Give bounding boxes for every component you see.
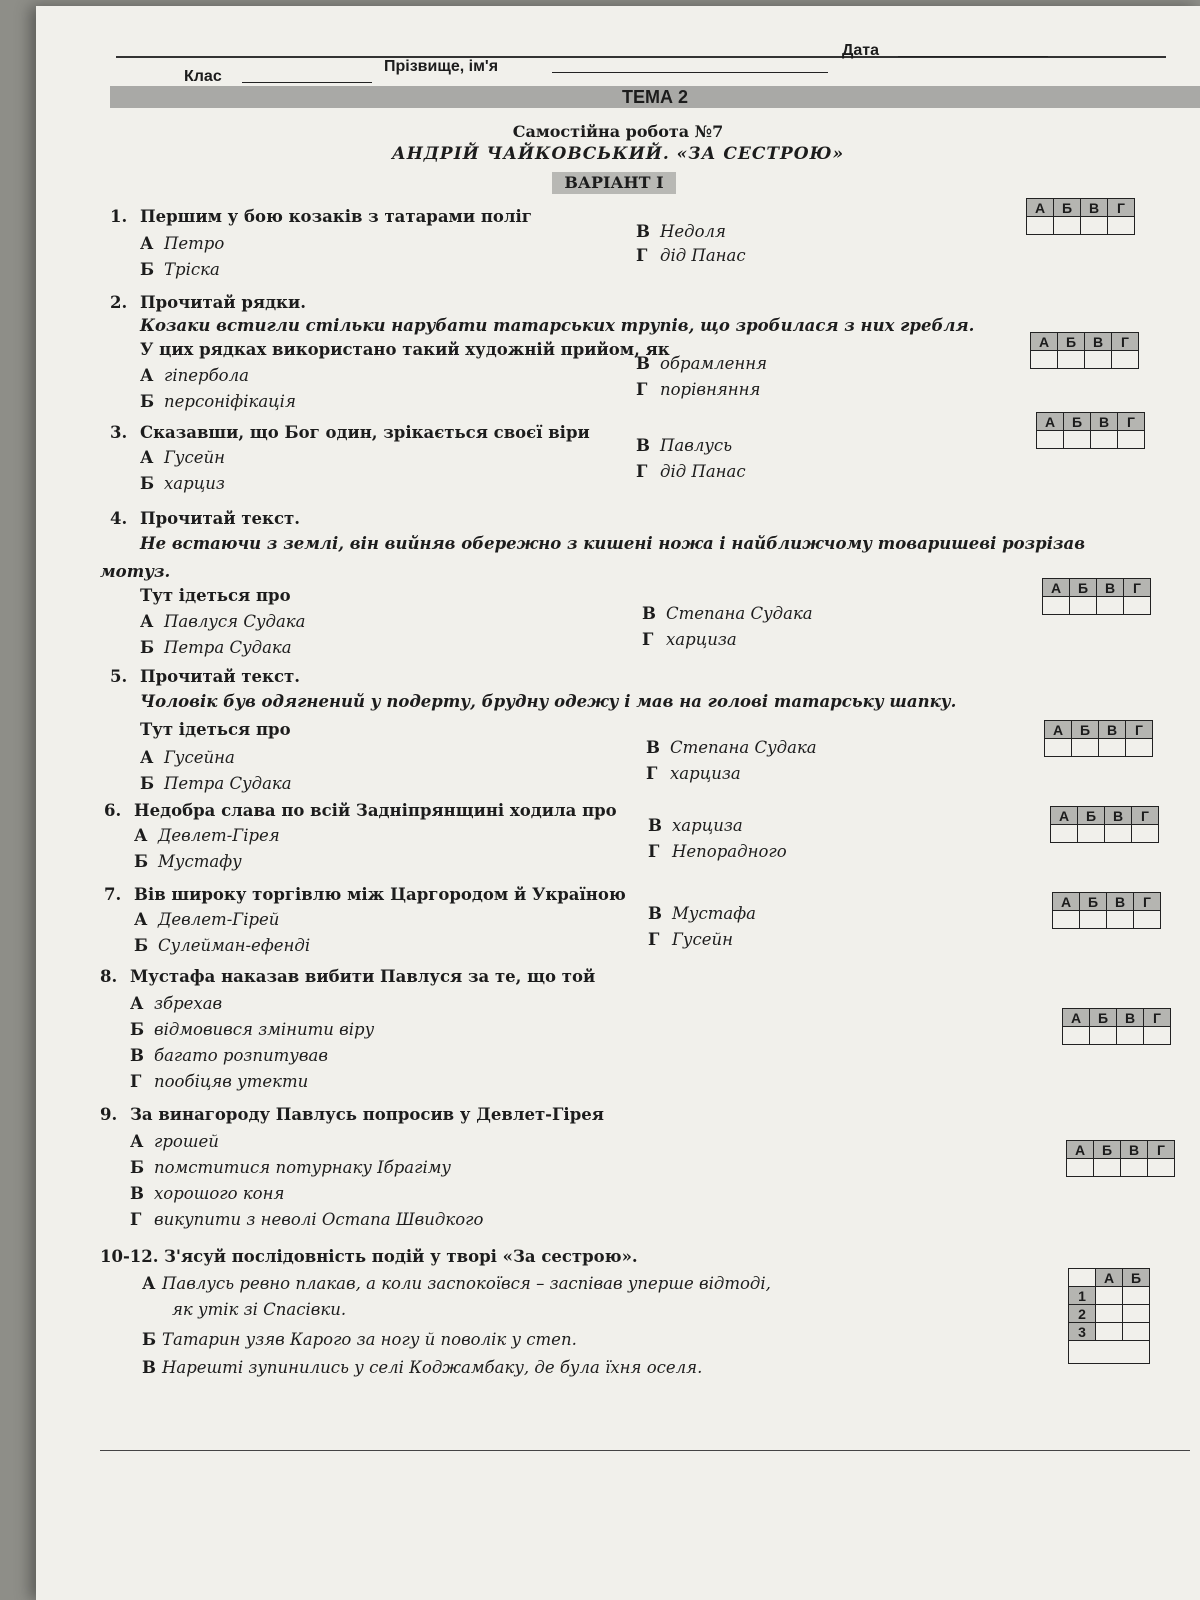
answer-cell[interactable] <box>1051 825 1078 843</box>
option-letter: А <box>134 910 148 929</box>
option-letter: А <box>140 366 154 385</box>
option-text: гіпербола <box>164 366 249 385</box>
answer-cell[interactable] <box>1105 825 1132 843</box>
answer-grid-8 <box>1062 1008 1171 1045</box>
grid-header-cell: Г <box>1112 333 1139 351</box>
answer-grid-1 <box>1026 198 1135 235</box>
answer-cell[interactable] <box>1031 351 1058 369</box>
option-text: харциза <box>666 630 737 649</box>
date-label: Дата <box>842 42 880 59</box>
grid-row-number: 1 <box>1069 1287 1096 1305</box>
option-c[interactable] <box>636 222 726 241</box>
option-a[interactable] <box>134 910 279 929</box>
option-text: Гусейн <box>672 930 733 949</box>
question-text: Прочитай текст. <box>140 667 300 686</box>
event-letter: В <box>142 1358 156 1377</box>
option-c[interactable] <box>642 604 813 623</box>
question-4 <box>110 506 300 531</box>
option-text: дід Панас <box>660 246 746 265</box>
question-10-12 <box>100 1244 638 1269</box>
answer-cell[interactable] <box>1121 1159 1148 1177</box>
question-text: Недобра слава по всій Задніпрянщині ходила про <box>134 801 617 820</box>
grid-header-cell: Г <box>1132 807 1159 825</box>
answer-cell[interactable] <box>1148 1159 1175 1177</box>
grid-header-cell: Г <box>1134 893 1161 911</box>
sequence-grid <box>1068 1268 1150 1364</box>
option-letter: Б <box>140 638 155 657</box>
event-letter: Б <box>142 1330 157 1349</box>
answer-grid-5 <box>1044 720 1153 757</box>
question-8 <box>100 964 595 989</box>
answer-grid-7 <box>1052 892 1161 929</box>
option-text: Гусейн <box>164 448 225 467</box>
grid-header-cell: Г <box>1126 721 1153 739</box>
option-text: Девлет-Гірея <box>158 826 280 845</box>
answer-cell[interactable] <box>1108 217 1135 235</box>
option-b[interactable] <box>130 1158 451 1177</box>
option-c[interactable] <box>636 354 767 373</box>
question-number: 7. <box>104 885 122 904</box>
option-a[interactable] <box>140 234 224 253</box>
quote-text: Чоловік був одягнений у подерту, брудну одежу і мав на голові татарську шапку. <box>140 692 957 711</box>
score-cell[interactable] <box>1069 1341 1150 1364</box>
question-text: Мустафа наказав вибити Павлуся за те, що той <box>130 967 596 986</box>
name-label: Прізвище, ім'я <box>384 58 499 75</box>
option-letter: А <box>140 748 154 767</box>
option-text: Сулейман-ефенді <box>158 936 311 955</box>
option-letter: А <box>140 612 154 631</box>
answer-cell[interactable] <box>1096 1323 1123 1341</box>
option-d[interactable] <box>648 930 733 949</box>
option-text: Петра Судака <box>164 638 292 657</box>
question-7 <box>104 882 626 907</box>
question-6 <box>104 798 617 823</box>
grid-header-cell: В <box>1097 579 1124 597</box>
option-letter: Б <box>140 774 155 793</box>
option-d[interactable] <box>636 246 746 265</box>
option-b[interactable] <box>134 852 242 871</box>
option-c[interactable] <box>646 738 817 757</box>
option-text: харциз <box>164 474 225 493</box>
option-text: Недоля <box>660 222 726 241</box>
quote-text-continued: мотуз. <box>100 562 171 581</box>
question-number: 5. <box>110 667 128 686</box>
grid-header-cell: Г <box>1124 579 1151 597</box>
option-letter: Г <box>642 630 654 649</box>
option-letter: Г <box>648 930 660 949</box>
answer-cell[interactable] <box>1064 431 1091 449</box>
option-a[interactable] <box>134 826 280 845</box>
grid-header-cell: Б <box>1070 579 1097 597</box>
option-text: харциза <box>672 816 743 835</box>
grid-header-cell: Б <box>1090 1009 1117 1027</box>
answer-cell[interactable] <box>1097 597 1124 615</box>
bottom-divider <box>100 1450 1190 1451</box>
answer-cell[interactable] <box>1123 1287 1150 1305</box>
grid-header-cell: Б <box>1094 1141 1121 1159</box>
answer-cell[interactable] <box>1124 597 1151 615</box>
option-a[interactable] <box>130 1132 219 1151</box>
grid-header-cell: В <box>1091 413 1118 431</box>
option-text: Петро <box>164 234 225 253</box>
answer-cell[interactable] <box>1096 1287 1123 1305</box>
question-number: 8. <box>100 967 118 986</box>
answer-cell[interactable] <box>1134 911 1161 929</box>
option-b[interactable] <box>130 1020 374 1039</box>
option-b[interactable] <box>140 638 292 657</box>
answer-cell[interactable] <box>1037 431 1064 449</box>
option-letter: В <box>130 1184 144 1203</box>
option-letter: В <box>130 1046 144 1065</box>
question-subtext: У цих рядках використано такий художній прийом, як <box>140 340 670 359</box>
option-letter: А <box>130 994 144 1013</box>
answer-cell[interactable] <box>1054 217 1081 235</box>
option-letter: А <box>140 234 154 253</box>
option-letter: Г <box>646 764 658 783</box>
event-text: як утік зі Спасівки. <box>172 1300 347 1319</box>
option-letter: В <box>648 816 662 835</box>
grid-header-cell: А <box>1043 579 1070 597</box>
answer-cell[interactable] <box>1091 431 1118 449</box>
option-letter: Б <box>130 1020 145 1039</box>
option-text: Павлуся Судака <box>164 612 306 631</box>
question-number: 2. <box>110 293 128 312</box>
question-number: 10-12. <box>100 1247 159 1266</box>
option-d[interactable] <box>636 462 746 481</box>
question-number: 3. <box>110 423 128 442</box>
option-text: персоніфікація <box>164 392 296 411</box>
answer-cell[interactable] <box>1112 351 1139 369</box>
option-text: Мустафа <box>672 904 756 923</box>
option-letter: В <box>642 604 656 623</box>
question-text: Прочитай текст. <box>140 509 300 528</box>
theme-bar: ТЕМА 2 <box>110 86 1200 108</box>
option-text: дід Панас <box>660 462 746 481</box>
option-letter: Б <box>134 936 149 955</box>
option-letter: В <box>636 436 650 455</box>
option-text: Степана Судака <box>670 738 817 757</box>
grid-header-cell: А <box>1053 893 1080 911</box>
answer-cell[interactable] <box>1094 1159 1121 1177</box>
option-text: помститися потурнаку Ібрагіму <box>154 1158 452 1177</box>
option-b[interactable] <box>140 260 220 279</box>
grid-corner-cell <box>1069 1269 1096 1287</box>
option-text: викупити з неволі Остапа Швидкого <box>154 1210 484 1229</box>
answer-grid-4 <box>1042 578 1151 615</box>
option-letter: Г <box>636 380 648 399</box>
answer-cell[interactable] <box>1067 1159 1094 1177</box>
option-text: обрамлення <box>660 354 768 373</box>
variant-label: ВАРІАНТ І <box>552 172 676 194</box>
date-field[interactable] <box>898 40 1048 57</box>
option-text: хорошого коня <box>154 1184 285 1203</box>
event-text: Нарешті зупинились у селі Коджамбаку, де була їхня оселя. <box>162 1358 703 1377</box>
grid-row-number: 3 <box>1069 1323 1096 1341</box>
answer-cell[interactable] <box>1096 1305 1123 1323</box>
grid-header-cell: А <box>1063 1009 1090 1027</box>
answer-grid-9 <box>1066 1140 1175 1177</box>
option-text: Петра Судака <box>164 774 292 793</box>
option-text: пообіцяв утекти <box>154 1072 309 1091</box>
option-letter: В <box>648 904 662 923</box>
grid-header-cell: В <box>1081 199 1108 217</box>
answer-cell[interactable] <box>1099 739 1126 757</box>
question-number: 1. <box>110 207 128 226</box>
option-a[interactable] <box>140 448 225 467</box>
event-a <box>142 1274 771 1293</box>
question-text: Вів широку торгівлю між Царгородом й Україною <box>134 885 626 904</box>
grid-header-cell: Б <box>1058 333 1085 351</box>
option-text: збрехав <box>154 994 223 1013</box>
question-text: За винагороду Павлусь попросив у Девлет-Гірея <box>130 1105 604 1124</box>
answer-cell[interactable] <box>1107 911 1134 929</box>
option-text: грошей <box>154 1132 219 1151</box>
answer-cell[interactable] <box>1090 1027 1117 1045</box>
work-subtitle: АНДРІЙ ЧАЙКОВСЬКИЙ. «ЗА СЕСТРОЮ» <box>391 144 845 164</box>
option-d[interactable] <box>648 842 787 861</box>
grid-header-cell: Б <box>1064 413 1091 431</box>
option-text: відмовився змінити віру <box>154 1020 375 1039</box>
option-d[interactable] <box>636 380 760 399</box>
question-subtext: Тут ідеться про <box>140 586 291 605</box>
answer-cell[interactable] <box>1078 825 1105 843</box>
option-letter: Г <box>636 462 648 481</box>
grid-header-cell: Б <box>1072 721 1099 739</box>
event-text: Татарин узяв Карого за ногу й поволік у степ. <box>162 1330 577 1349</box>
option-letter: Б <box>140 392 155 411</box>
grid-header-cell: Б <box>1078 807 1105 825</box>
answer-cell[interactable] <box>1072 739 1099 757</box>
option-letter: Б <box>134 852 149 871</box>
option-letter: А <box>130 1132 144 1151</box>
name-field[interactable] <box>552 56 828 73</box>
option-c[interactable] <box>130 1184 284 1203</box>
option-c[interactable] <box>648 904 756 923</box>
class-field[interactable] <box>242 66 372 83</box>
grid-header-cell: А <box>1067 1141 1094 1159</box>
answer-cell[interactable] <box>1045 739 1072 757</box>
grid-header-cell: Б <box>1054 199 1081 217</box>
option-letter: Б <box>140 474 155 493</box>
question-text: Прочитай рядки. <box>140 293 306 312</box>
event-c <box>142 1358 702 1377</box>
option-text: Павлусь <box>660 436 733 455</box>
work-title: Самостійна робота №7 <box>512 122 724 141</box>
grid-header-cell: Г <box>1118 413 1145 431</box>
grid-header-cell: В <box>1085 333 1112 351</box>
answer-grid-2 <box>1030 332 1139 369</box>
answer-cell[interactable] <box>1144 1027 1171 1045</box>
option-letter: Б <box>140 260 155 279</box>
grid-header-cell: А <box>1045 721 1072 739</box>
quote-text: Не встаючи з землі, він вийняв обережно з кишені ножа і найближчому товаришеві розрізав <box>140 534 1086 553</box>
event-letter: А <box>142 1274 156 1293</box>
grid-header-cell: А <box>1031 333 1058 351</box>
answer-cell[interactable] <box>1126 739 1153 757</box>
answer-cell[interactable] <box>1123 1305 1150 1323</box>
option-b[interactable] <box>134 936 310 955</box>
answer-cell[interactable] <box>1081 217 1108 235</box>
grid-row-number: 2 <box>1069 1305 1096 1323</box>
option-text: Девлет-Гірей <box>158 910 280 929</box>
option-letter: Г <box>636 246 648 265</box>
option-a[interactable] <box>140 612 306 631</box>
answer-cell[interactable] <box>1053 911 1080 929</box>
answer-cell[interactable] <box>1117 1027 1144 1045</box>
question-number: 9. <box>100 1105 118 1124</box>
answer-cell[interactable] <box>1085 351 1112 369</box>
option-a[interactable] <box>140 748 235 767</box>
grid-header-cell: В <box>1121 1141 1148 1159</box>
answer-cell[interactable] <box>1058 351 1085 369</box>
answer-cell[interactable] <box>1063 1027 1090 1045</box>
answer-cell[interactable] <box>1027 217 1054 235</box>
question-1 <box>110 204 532 229</box>
option-text: Гусейна <box>164 748 235 767</box>
option-text: Тріска <box>164 260 220 279</box>
grid-header-cell: А <box>1096 1269 1123 1287</box>
grid-header-cell: Г <box>1108 199 1135 217</box>
option-text: Степана Судака <box>666 604 813 623</box>
answer-cell[interactable] <box>1132 825 1159 843</box>
option-d[interactable] <box>130 1072 308 1091</box>
option-c[interactable] <box>130 1046 328 1065</box>
question-text: Сказавши, що Бог один, зрікається своєї віри <box>140 423 590 442</box>
option-letter: А <box>140 448 154 467</box>
option-text: багато розпитував <box>154 1046 328 1065</box>
grid-header-cell: А <box>1037 413 1064 431</box>
option-d[interactable] <box>642 630 737 649</box>
grid-header-cell: Б <box>1080 893 1107 911</box>
option-d[interactable] <box>130 1210 483 1229</box>
grid-header-cell: В <box>1117 1009 1144 1027</box>
option-letter: Г <box>648 842 660 861</box>
grid-header-cell: Г <box>1148 1141 1175 1159</box>
answer-cell[interactable] <box>1043 597 1070 615</box>
grid-header-cell: А <box>1051 807 1078 825</box>
option-letter: Г <box>130 1210 142 1229</box>
question-text: З'ясуй послідовність подій у творі «За сестрою». <box>164 1247 638 1266</box>
grid-header-cell: В <box>1105 807 1132 825</box>
question-9 <box>100 1102 604 1127</box>
option-d[interactable] <box>646 764 741 783</box>
option-text: Непорадного <box>672 842 787 861</box>
grid-header-cell: В <box>1099 721 1126 739</box>
option-letter: В <box>646 738 660 757</box>
option-c[interactable] <box>648 816 743 835</box>
question-5 <box>110 664 300 689</box>
question-subtext: Тут ідеться про <box>140 720 291 739</box>
question-text: Першим у бою козаків з татарами поліг <box>140 207 532 226</box>
question-number: 6. <box>104 801 122 820</box>
worksheet-page <box>36 6 1200 1600</box>
quote-text: Козаки встигли стільки нарубати татарських трупів, що зробилася з них гребля. <box>140 316 975 335</box>
question-number: 4. <box>110 509 128 528</box>
option-text: харциза <box>670 764 741 783</box>
option-letter: А <box>134 826 148 845</box>
option-letter: Г <box>130 1072 142 1091</box>
option-text: порівняння <box>660 380 761 399</box>
grid-header-cell: А <box>1027 199 1054 217</box>
grid-header-cell: Г <box>1144 1009 1171 1027</box>
answer-grid-3 <box>1036 412 1145 449</box>
event-text: Павлусь ревно плакав, а коли заспокоївся – заспівав уперше відтоді, <box>162 1274 771 1293</box>
option-letter: В <box>636 354 650 373</box>
option-b[interactable] <box>140 474 225 493</box>
option-a[interactable] <box>130 994 222 1013</box>
grid-header-cell: Б <box>1123 1269 1150 1287</box>
option-text: Мустафу <box>158 852 242 871</box>
class-label: Клас <box>184 68 222 85</box>
answer-grid-6 <box>1050 806 1159 843</box>
question-3 <box>110 420 590 445</box>
event-b <box>142 1330 577 1349</box>
option-b[interactable] <box>140 774 292 793</box>
option-letter: Б <box>130 1158 145 1177</box>
option-a[interactable] <box>140 366 249 385</box>
grid-header-cell: В <box>1107 893 1134 911</box>
event-a-continued <box>172 1300 346 1319</box>
option-c[interactable] <box>636 436 732 455</box>
answer-cell[interactable] <box>1118 431 1145 449</box>
answer-cell[interactable] <box>1080 911 1107 929</box>
answer-cell[interactable] <box>1123 1323 1150 1341</box>
answer-cell[interactable] <box>1070 597 1097 615</box>
option-letter: В <box>636 222 650 241</box>
option-b[interactable] <box>140 392 296 411</box>
question-2 <box>110 290 306 315</box>
